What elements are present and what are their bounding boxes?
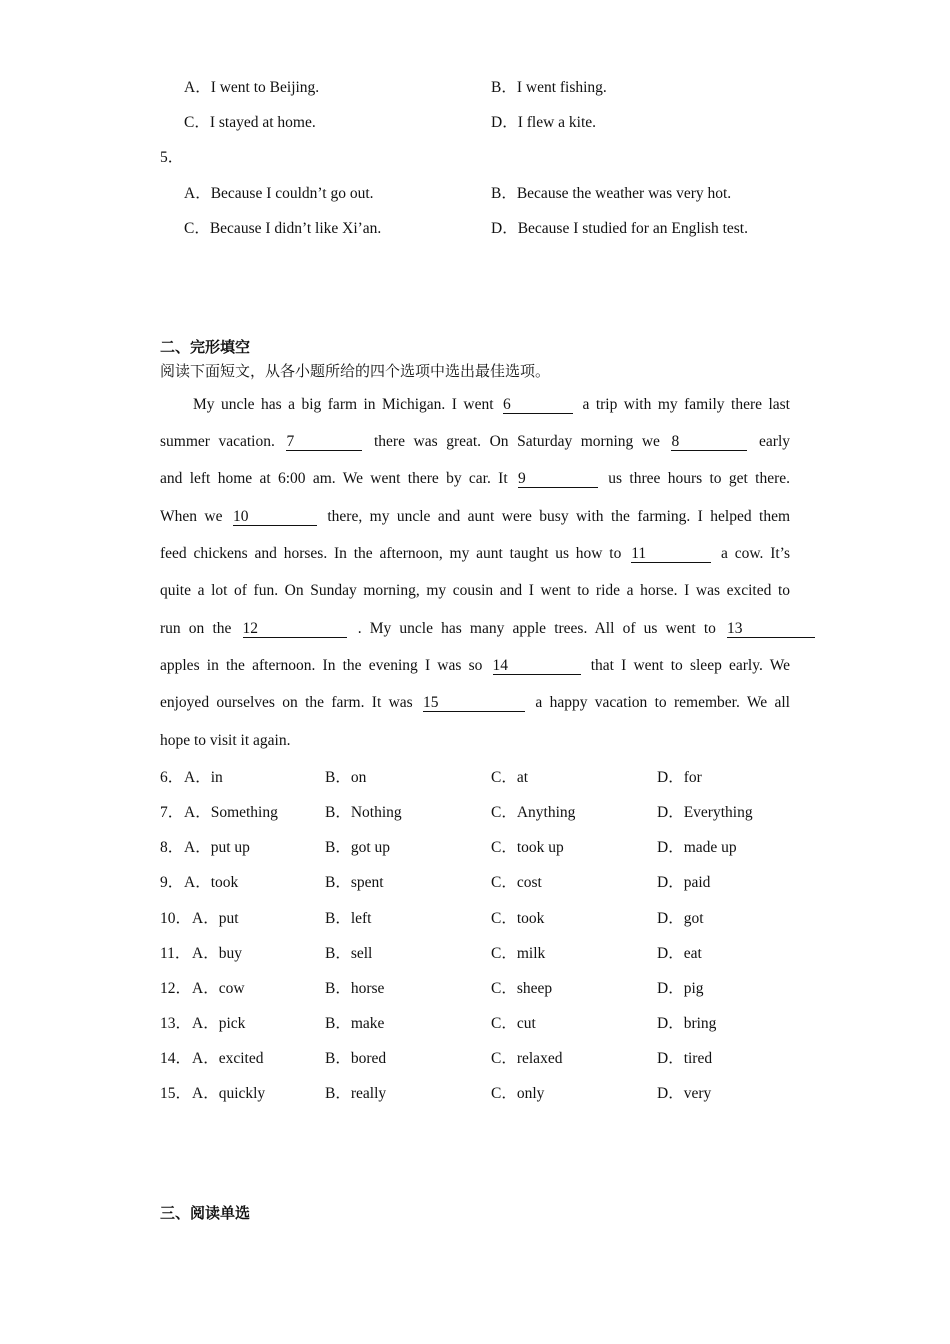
question-number: 14． <box>160 1050 192 1067</box>
option-c[interactable]: C．relaxed <box>491 1050 563 1067</box>
q5-option-a[interactable]: A．Because I couldn’t go out. <box>184 185 374 202</box>
option-d[interactable]: D．eat <box>657 945 702 962</box>
option-c[interactable]: C．milk <box>491 945 546 962</box>
q5-number: 5． <box>160 149 184 166</box>
passage-line: hope to visit it again. <box>160 732 291 749</box>
q4-option-a[interactable]: A．I went to Beijing. <box>184 79 320 96</box>
blank-6[interactable]: 6 <box>503 396 573 414</box>
option-d[interactable]: D．paid <box>657 874 711 891</box>
option-d[interactable]: D．pig <box>657 980 704 997</box>
blank-9[interactable]: 9 <box>518 470 598 488</box>
option-c[interactable]: C．only <box>491 1085 545 1102</box>
option-d[interactable]: D．tired <box>657 1050 713 1067</box>
option-a[interactable]: A．cow <box>192 980 245 997</box>
option-a[interactable]: A．took <box>184 874 239 891</box>
option-c[interactable]: C．took up <box>491 839 564 856</box>
option-b[interactable]: B．got up <box>325 839 391 856</box>
option-d[interactable]: D．made up <box>657 839 737 856</box>
option-c[interactable]: C．sheep <box>491 980 553 997</box>
question-number: 6． <box>160 769 184 786</box>
option-a[interactable]: A．excited <box>192 1050 264 1067</box>
question-number: 8． <box>160 839 184 856</box>
passage-line: quite a lot of fun. On Sunday morning, my cousin and I went to ride a horse. I was excited to <box>160 582 790 599</box>
question-row-10 <box>160 906 800 926</box>
option-a[interactable]: A．put <box>192 910 239 927</box>
question-row-13 <box>160 1011 800 1031</box>
option-b[interactable]: B．bored <box>325 1050 387 1067</box>
q5-option-d[interactable]: D．Because I studied for an English test. <box>491 220 748 237</box>
option-c[interactable]: C．cost <box>491 874 542 891</box>
question-row-12 <box>160 976 800 996</box>
passage-line: feed chickens and horses. In the afternoon, my aunt taught us how to 11 a cow. It’s <box>160 545 790 562</box>
option-c[interactable]: C．took <box>491 910 545 927</box>
passage-line: and left home at 6:00 am. We went there by car. It 9 us three hours to get there. <box>160 470 790 487</box>
option-c[interactable]: C．Anything <box>491 804 576 821</box>
question-number: 7． <box>160 804 184 821</box>
passage-line: run on the 12 . My uncle has many apple trees. All of us went to 13 <box>160 619 818 639</box>
blank-8[interactable]: 8 <box>671 433 747 451</box>
question-row-11 <box>160 941 800 961</box>
section-2-heading: 二、完形填空 <box>160 338 251 356</box>
passage-line: summer vacation. 7 there was great. On Saturday morning we 8 early <box>160 433 791 450</box>
question-number: 13． <box>160 1015 192 1032</box>
option-a[interactable]: A．pick <box>192 1015 246 1032</box>
blank-13[interactable]: 13 <box>727 620 815 638</box>
question-number: 15． <box>160 1085 192 1102</box>
passage-line: When we 10 there, my uncle and aunt were busy with the farming. I helped them <box>160 508 790 525</box>
q5-option-c[interactable]: C．Because I didn’t like Xi’an. <box>184 220 382 237</box>
option-d[interactable]: D．for <box>657 769 702 786</box>
question-number: 9． <box>160 874 184 891</box>
option-a[interactable]: A．quickly <box>192 1085 266 1102</box>
question-row-9 <box>160 870 800 890</box>
option-b[interactable]: B．really <box>325 1085 387 1102</box>
q5-option-b[interactable]: B．Because the weather was very hot. <box>491 185 732 202</box>
option-d[interactable]: D．bring <box>657 1015 717 1032</box>
blank-10[interactable]: 10 <box>233 508 317 526</box>
option-b[interactable]: B．on <box>325 769 367 786</box>
q4-option-c[interactable]: C．I stayed at home. <box>184 114 316 131</box>
question-row-8 <box>160 835 800 855</box>
option-b[interactable]: B．sell <box>325 945 373 962</box>
q4-option-d[interactable]: D．I flew a kite. <box>491 114 597 131</box>
q4-option-b[interactable]: B．I went fishing. <box>491 79 607 96</box>
question-row-6 <box>160 765 800 785</box>
option-b[interactable]: B．spent <box>325 874 384 891</box>
blank-14[interactable]: 14 <box>493 657 581 675</box>
passage-line: enjoyed ourselves on the farm. It was 15 a happy vacation to remember. We all <box>160 694 790 711</box>
option-a[interactable]: A．in <box>184 769 223 786</box>
option-a[interactable]: A．buy <box>192 945 242 962</box>
question-number: 10． <box>160 910 192 927</box>
option-b[interactable]: B．make <box>325 1015 385 1032</box>
section-2-instruction: 阅读下面短文，从各小题所给的四个选项中选出最佳选项。 <box>160 362 551 380</box>
option-d[interactable]: D．very <box>657 1085 712 1102</box>
blank-11[interactable]: 11 <box>631 545 711 563</box>
blank-15[interactable]: 15 <box>423 694 525 712</box>
question-number: 11． <box>160 945 191 962</box>
option-b[interactable]: B．left <box>325 910 372 927</box>
passage-line: My uncle has a big farm in Michigan. I went 6 a trip with my family there last <box>193 396 790 413</box>
question-row-14 <box>160 1046 800 1066</box>
option-d[interactable]: D．got <box>657 910 704 927</box>
question-row-15 <box>160 1081 800 1101</box>
question-row-7 <box>160 800 800 820</box>
question-number: 12． <box>160 980 192 997</box>
option-a[interactable]: A．put up <box>184 839 250 856</box>
section-3-heading: 三、阅读单选 <box>160 1204 251 1222</box>
option-c[interactable]: C．cut <box>491 1015 536 1032</box>
blank-12[interactable]: 12 <box>243 620 347 638</box>
option-c[interactable]: C．at <box>491 769 529 786</box>
blank-7[interactable]: 7 <box>286 433 362 451</box>
option-b[interactable]: B．Nothing <box>325 804 402 821</box>
passage-line: apples in the afternoon. In the evening I was so 14 that I went to sleep early. We <box>160 657 790 674</box>
option-a[interactable]: A．Something <box>184 804 278 821</box>
option-d[interactable]: D．Everything <box>657 804 753 821</box>
option-b[interactable]: B．horse <box>325 980 385 997</box>
